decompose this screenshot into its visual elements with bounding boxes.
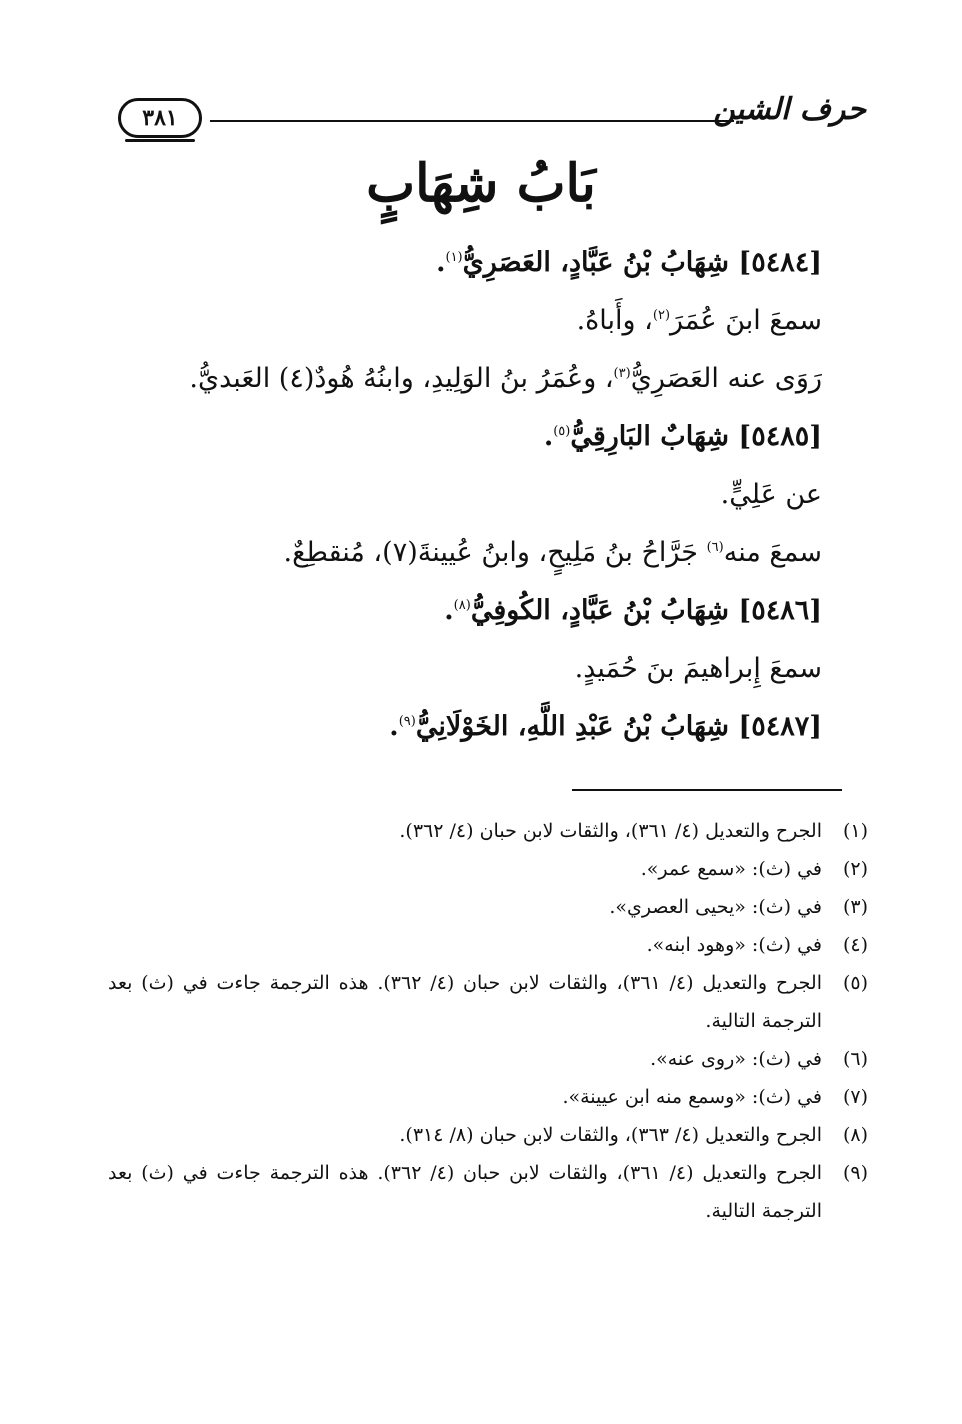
footnote-ref: (٩)	[398, 714, 416, 729]
footnote-text: الجرح والتعديل (٤/ ٣٦١)، والثقات لابن حبان (٤/ ٣٦٢). هذه الترجمة جاءت في (ث) بعد الترجمة التالية.	[108, 972, 822, 1032]
footnote	[108, 1040, 868, 1078]
chapter-title: بَابُ شِهَابٍ	[366, 153, 596, 214]
footnote-ref: (١)	[445, 250, 463, 265]
footnote-number: (٧)	[842, 1086, 868, 1108]
footnote-text: في (ث): «وسمع منه ابن عيينة».	[562, 1086, 822, 1108]
text-line: رَوَى عنه العَصَرِيُّ$^{(٣)}$، وعُمَرُ بنُ الوَلِيدِ، وابنُهُ هُودٌ(٤) العَبديُّ.	[189, 363, 822, 394]
footnote-number: (٦)	[842, 1048, 868, 1070]
footnote-number: (٢)	[842, 858, 868, 880]
main-text	[122, 234, 822, 756]
text-line: عن عَلِيٍّ.	[720, 479, 822, 510]
footnote	[108, 926, 868, 964]
footnote-text: الجرح والتعديل (٤/ ٣٦١)، والثقات لابن حبان (٤/ ٣٦٢). هذه الترجمة جاءت في (ث) بعد الترجمة التالية.	[108, 1162, 822, 1222]
text-line: سمعَ منه$^{(٦)}$ جَرَّاحُ بنُ مَلِيحٍ، وابنُ عُيينةَ(٧)، مُنقطِعٌ.	[283, 537, 822, 568]
text-line: سمعَ إِبراهيمَ بنَ حُمَيدٍ.	[574, 653, 822, 684]
entry-line: [٥٤٨٦] شِهَابُ بْنُ عَبَّادٍ، الكُوفِيُّ$^{(٨)}$.	[444, 595, 822, 626]
footnote	[108, 964, 868, 1040]
header-rule	[210, 120, 734, 122]
footnote-ref: (٣)	[613, 366, 631, 381]
footnote-number: (٤)	[842, 934, 868, 956]
footnote-number: (٩)	[842, 1162, 868, 1184]
footnote	[108, 1154, 868, 1230]
page-header	[118, 92, 866, 144]
footnotes	[108, 812, 868, 1230]
footnote-text: الجرح والتعديل (٤/ ٣٦٣)، والثقات لابن حبان (٨/ ٣١٤).	[399, 1124, 822, 1146]
footnote-text: في (ث): «سمع عمر».	[640, 858, 822, 880]
footnote-text: في (ث): «روى عنه».	[650, 1048, 822, 1070]
footnote-number: (١)	[842, 820, 868, 842]
footnote	[108, 850, 868, 888]
footnote-ref: (٨)	[453, 598, 471, 613]
footnote	[108, 888, 868, 926]
text-line: سمعَ ابنَ عُمَرَ$^{(٢)}$، وأَباهُ.	[576, 305, 822, 336]
footnote-text: في (ث): «وهود ابنه».	[646, 934, 822, 956]
footnote-ref: (٢)	[652, 308, 671, 323]
footnote-number: (٨)	[842, 1124, 868, 1146]
footnote-text: في (ث): «يحيى العصري».	[609, 896, 822, 918]
footnote-text: الجرح والتعديل (٤/ ٣٦١)، والثقات لابن حبان (٤/ ٣٦٢).	[399, 820, 822, 842]
footnote-ref: (٥)	[553, 424, 571, 439]
footnote-rule	[572, 789, 842, 791]
entry-line: [٥٤٨٧] شِهَابُ بْنُ عَبْدِ اللَّهِ، الخَوْلَانِيُّ$^{(٩)}$.	[389, 711, 822, 742]
footnote	[108, 1078, 868, 1116]
footnote-number: (٣)	[842, 896, 868, 918]
entry-line: [٥٤٨٥] شِهَابٌ البَارِقِيُّ$^{(٥)}$.	[543, 421, 822, 452]
page-number-badge	[118, 98, 202, 138]
footnote-number: (٥)	[842, 972, 868, 994]
running-title: حرف الشين	[713, 92, 866, 127]
footnote	[108, 812, 868, 850]
entry-line: [٥٤٨٤] شِهَابُ بْنُ عَبَّادٍ، العَصَرِيُّ$^{(١)}$.	[436, 247, 822, 278]
page-number: ٣٨١	[142, 105, 178, 131]
footnote-ref: (٦)	[706, 540, 724, 555]
footnote	[108, 1116, 868, 1154]
